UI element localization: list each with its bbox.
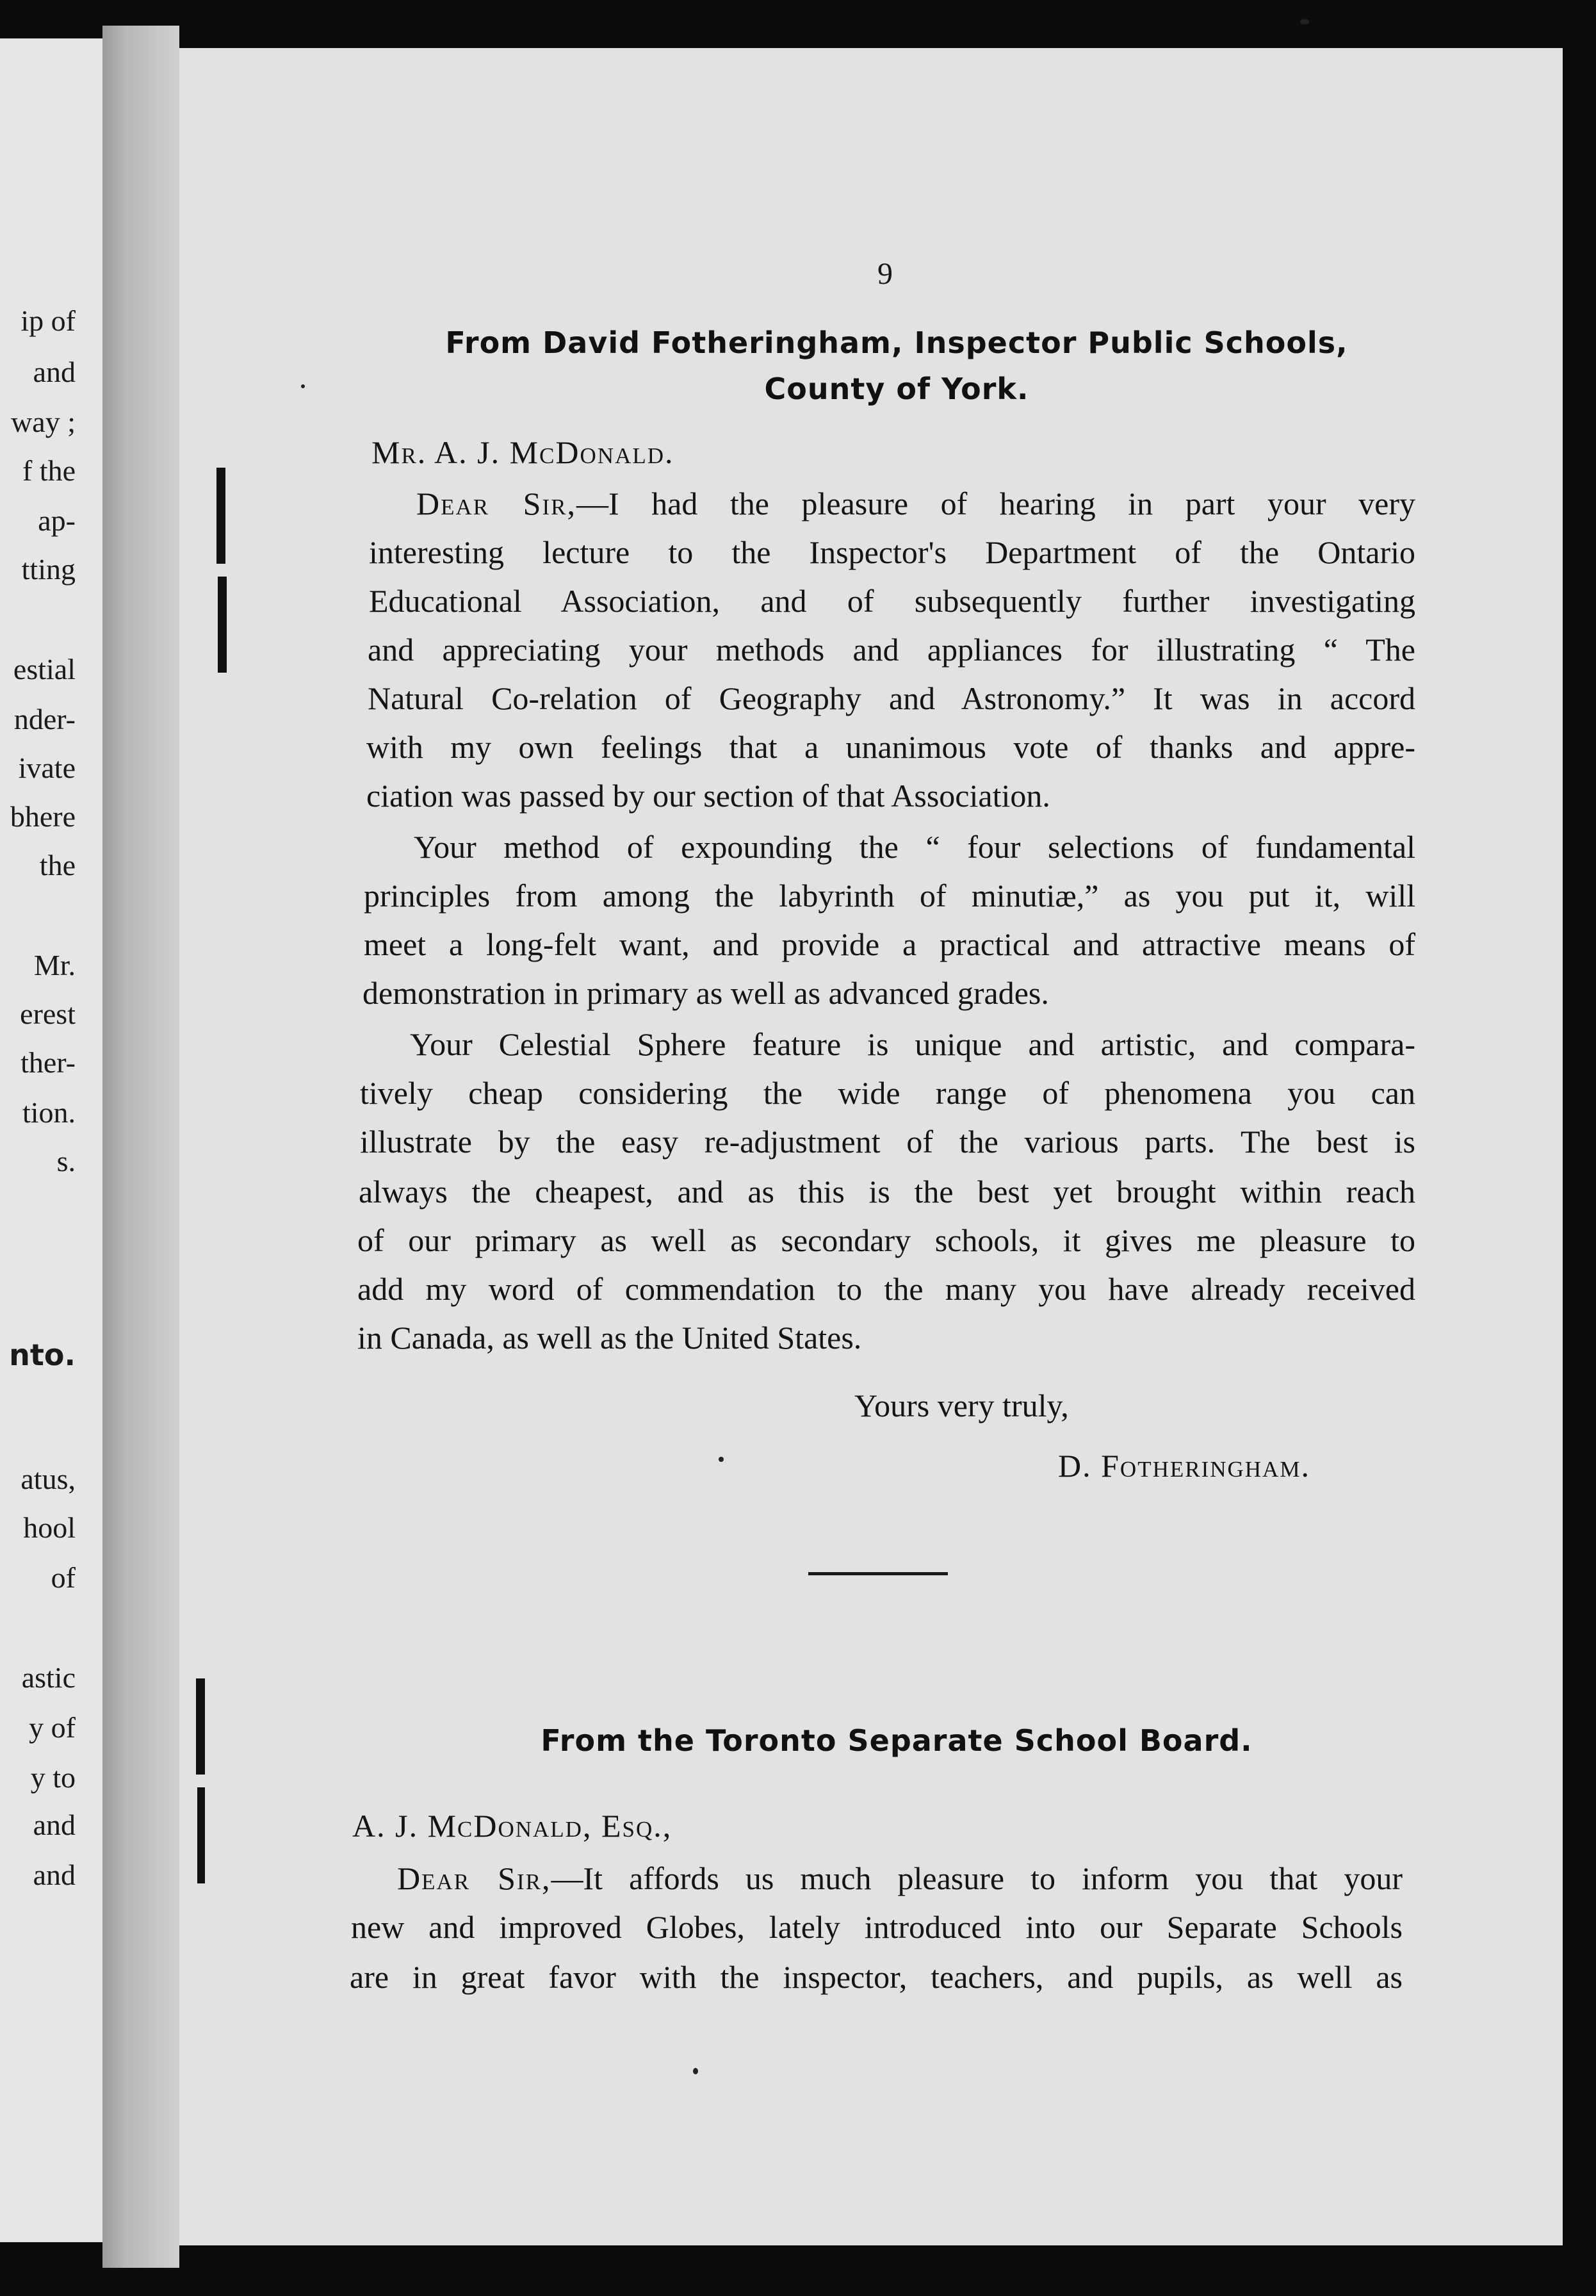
text-line: Your method of expounding the “ four selections of fundamental [414, 829, 1415, 865]
text-line: new and improved Globes, lately introduced into our Separate Schools [351, 1909, 1403, 1945]
letter1-heading-line2: County of York. [764, 372, 1029, 406]
letter2-first-line [397, 1862, 1403, 1895]
letter1-heading-line1: From David Fotheringham, Inspector Public Schools, [445, 325, 1348, 360]
ink-speck [1300, 19, 1309, 24]
letter1-addressee: Mr. A. J. McDonald. [371, 434, 674, 470]
letter2-addressee: A. J. McDonald, Esq., [352, 1808, 672, 1844]
ink-speck [719, 1457, 724, 1462]
margin-fragment: and [33, 356, 76, 388]
margin-fragment: nder- [13, 703, 76, 735]
margin-fragment: way ; [11, 406, 76, 438]
text-line: add my word of commendation to the many you have already received [357, 1271, 1415, 1307]
text-line: demonstration in primary as well as advanced grades. [362, 975, 1049, 1011]
margin-fragment: Mr. [33, 949, 76, 981]
margin-fragment: bhere [10, 800, 76, 833]
margin-fragment: ther- [20, 1046, 76, 1079]
text-line: principles from among the labyrinth of minutiæ,” as you put it, will [364, 878, 1415, 914]
margin-fragment: of [51, 1561, 76, 1594]
text-line: are in great favor with the inspector, teachers, and pupils, as well as [350, 1959, 1403, 1995]
margin-fragment: ap- [38, 504, 76, 537]
text-line: interesting lecture to the Inspector's Department of the Ontario [369, 534, 1415, 570]
text-line: meet a long-felt want, and provide a practical and attractive means of [364, 926, 1415, 962]
text-line: Educational Association, and of subsequently further investigating [369, 583, 1415, 619]
margin-fragment: erest [20, 997, 76, 1030]
margin-fragment: ivate [18, 751, 76, 784]
text-line: Your Celestial Sphere feature is unique and artistic, and compara- [410, 1026, 1415, 1062]
section-divider [808, 1572, 948, 1575]
margin-fragment: ip of [20, 304, 76, 337]
text-line: —I had the pleasure of hearing in part your very [576, 486, 1416, 521]
letter1-salutation: Dear Sir, [416, 486, 576, 521]
text-line: ciation was passed by our section of that Association. [366, 778, 1050, 814]
text-line: —It affords us much pleasure to inform you that your [551, 1860, 1403, 1896]
ink-speck [693, 2068, 698, 2074]
margin-fragment: atus, [20, 1463, 76, 1495]
text-line: in Canada, as well as the United States. [357, 1320, 862, 1356]
margin-fragment: y to [30, 1761, 76, 1794]
letter1-first-line [416, 487, 1415, 520]
text-line: Natural Co-relation of Geography and Astronomy.” It was in accord [368, 680, 1415, 716]
text-line: always the cheapest, and as this is the best yet brought within reach [359, 1174, 1415, 1210]
margin-fragment: hool [23, 1511, 76, 1544]
staple-mark [216, 468, 225, 564]
ink-speck [301, 384, 305, 388]
margin-fragment: s. [56, 1145, 76, 1177]
letter1-closing: Yours very truly, [854, 1388, 1069, 1423]
margin-fragment: and [33, 1858, 76, 1891]
text-line: tively cheap considering the wide range of phenomena you can [360, 1075, 1415, 1111]
margin-fragment: tting [21, 553, 76, 586]
text-line: of our primary as well as secondary schools, it gives me pleasure to [357, 1222, 1415, 1258]
staple-mark [218, 577, 227, 673]
margin-fragment: astic [21, 1661, 76, 1694]
letter2-heading: From the Toronto Separate School Board. [541, 1723, 1253, 1758]
margin-fragment: y of [29, 1711, 76, 1744]
margin-fragment: the [39, 849, 76, 882]
text-line: and appreciating your methods and appliances for illustrating “ The [368, 632, 1415, 668]
staple-mark [196, 1678, 205, 1775]
margin-fragment: and [33, 1808, 76, 1841]
margin-fragment: estial [13, 653, 76, 685]
staple-mark [197, 1787, 205, 1883]
binding-gutter [102, 26, 179, 2268]
letter1-signature: D. Fotheringham. [1058, 1448, 1310, 1484]
page-number: 9 [877, 257, 893, 291]
margin-fragment: nto. [9, 1338, 76, 1372]
text-line: with my own feelings that a unanimous vote of thanks and appre- [366, 729, 1415, 765]
margin-fragment: tion. [22, 1096, 76, 1129]
margin-fragment: f the [22, 454, 76, 487]
letter2-salutation: Dear Sir, [397, 1860, 551, 1896]
text-line: illustrate by the easy re-adjustment of the various parts. The best is [360, 1124, 1415, 1160]
